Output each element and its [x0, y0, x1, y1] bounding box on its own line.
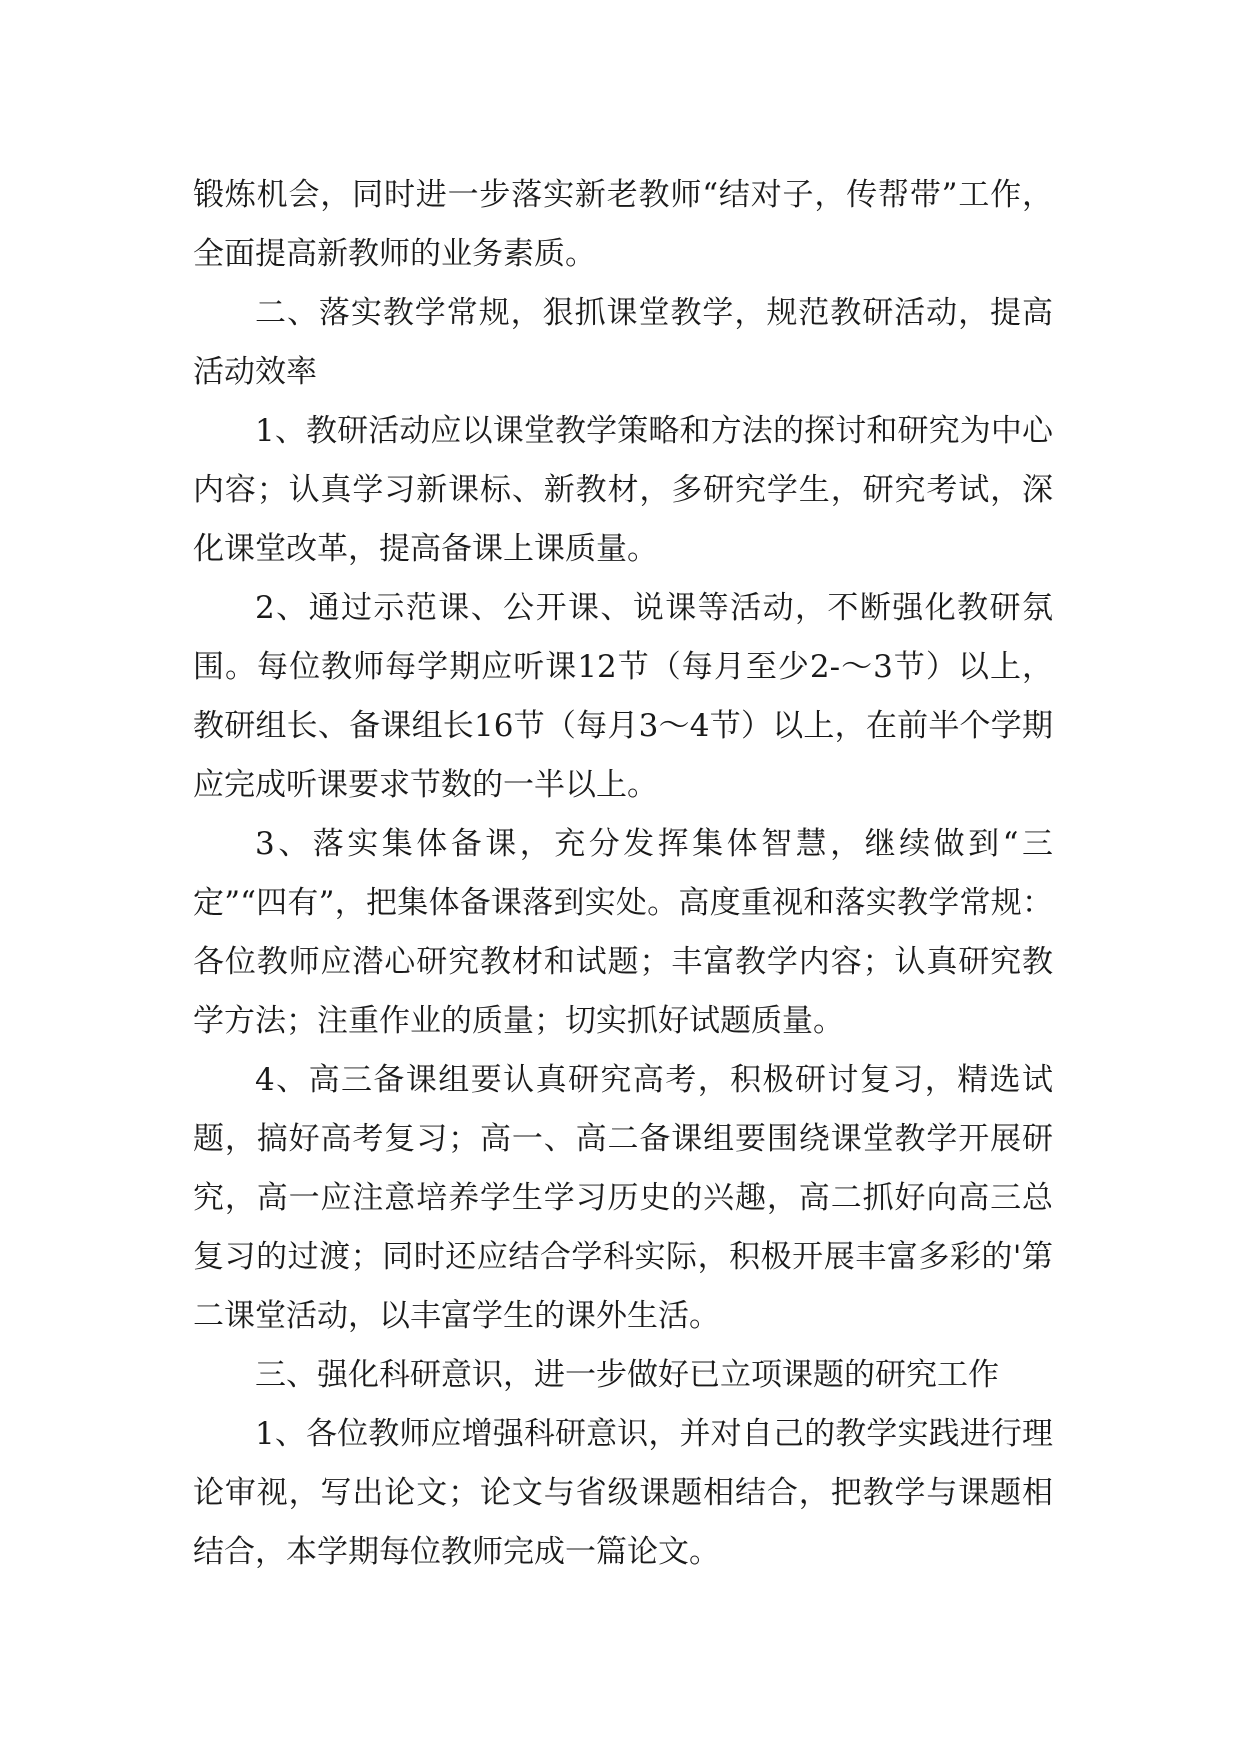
section-heading-three: 三、强化科研意识，进一步做好已立项课题的研究工作	[255, 1357, 999, 1393]
document-body	[193, 166, 1053, 1582]
section-heading-two: 二、落实教学常规，狠抓课堂教学，规范教研活动，提高活动效率	[193, 295, 1053, 390]
paragraph-continuation: 锻炼机会，同时进一步落实新老教师“结对子，传帮带”工作，全面提高新教师的业务素质。	[193, 177, 1053, 272]
paragraph-item-1: 1、教研活动应以课堂教学策略和方法的探讨和研究为中心内容；认真学习新课标、新教材，多研究学生，研究考试，深化课堂改革，提高备课上课质量。	[193, 413, 1053, 567]
paragraph-item-2: 2、通过示范课、公开课、说课等活动，不断强化教研氛围。每位教师每学期应听课12节（每月至少2-～3节）以上，教研组长、备课组长16节（每月3～4节）以上，在前半个学期应完成听课要求节数的一半以上。	[193, 590, 1053, 803]
paragraph-item-3: 3、落实集体备课，充分发挥集体智慧，继续做到“三定”“四有”，把集体备课落到实处。高度重视和落实教学常规：各位教师应潜心研究教材和试题；丰富教学内容；认真研究教学方法；注重作业的质量；切实抓好试题质量。	[193, 826, 1053, 1039]
paragraph-item-4: 4、高三备课组要认真研究高考，积极研讨复习，精选试题，搞好高考复习；高一、高二备课组要围绕课堂教学开展研究，高一应注意培养学生学习历史的兴趣，高二抓好向高三总复习的过渡；同时还应结合学科实际，积极开展丰富多彩的'第二课堂活动，以丰富学生的课外生活。	[193, 1062, 1053, 1334]
paragraph-item-3-1: 1、各位教师应增强科研意识，并对自己的教学实践进行理论审视，写出论文；论文与省级课题相结合，把教学与课题相结合，本学期每位教师完成一篇论文。	[193, 1416, 1053, 1570]
